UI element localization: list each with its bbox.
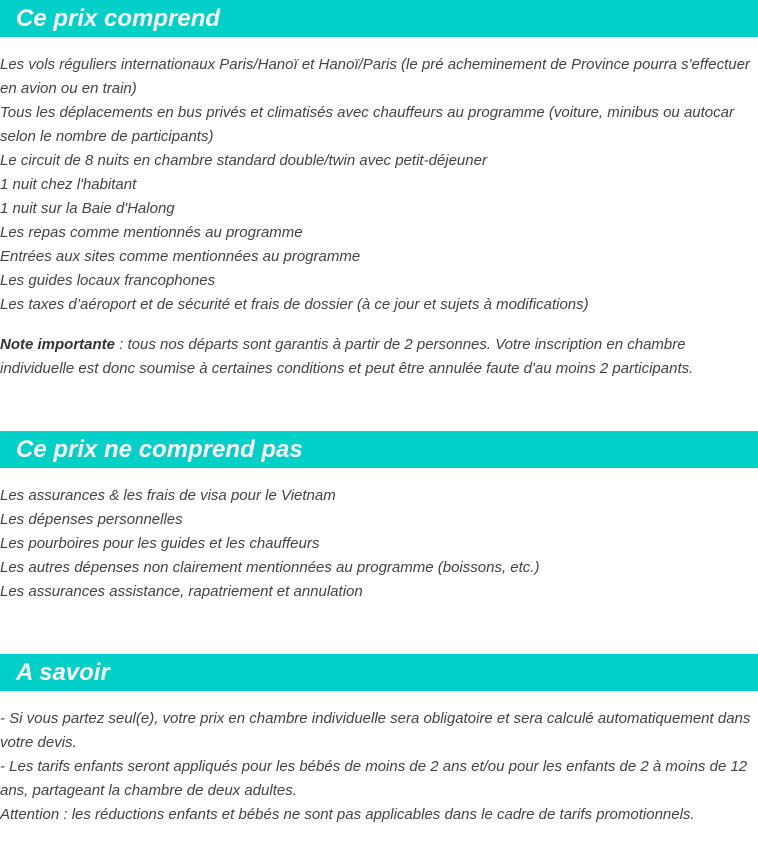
list-item: Tous les déplacements en bus privés et climatisés avec chauffeurs au programme (voiture, minibus ou autocar selon le nombre de participants) (0, 104, 734, 145)
list-item: Les assurances assistance, rapatriement et annulation (0, 583, 363, 600)
list-item: Entrées aux sites comme mentionnées au programme (0, 248, 361, 265)
list-item: Les guides locaux francophones (0, 272, 216, 289)
info-list (0, 707, 758, 827)
list-item: Les taxes d’aéroport et de sécurité et frais de dossier (à ce jour et sujets à modifications) (0, 296, 589, 313)
section-title-excludes: Ce prix ne comprend pas (0, 431, 758, 468)
list-item: 1 nuit chez l'habitant (0, 176, 137, 193)
note-text: : tous nos départs sont garantis à partir de 2 personnes. Votre inscription en chambre individuelle est donc soumise à certaines conditions et peut être annulée faute d'au moins 2 participants. (0, 336, 694, 377)
section-title-includes: Ce prix comprend (0, 0, 758, 37)
list-item: Attention : les réductions enfants et bébés ne sont pas applicables dans le cadre de tarifs promotionnels. (0, 806, 695, 823)
list-item: Les dépenses personnelles (0, 511, 183, 528)
list-item: Les repas comme mentionnés au programme (0, 224, 303, 241)
list-item: Les autres dépenses non clairement mentionnées au programme (boissons, etc.) (0, 559, 540, 576)
section-title-info: A savoir (0, 654, 758, 691)
list-item: Les vols réguliers internationaux Paris/Hanoï et Hanoï/Paris (le pré acheminement de Province pourra s'effectuer en avion ou en train) (0, 56, 750, 97)
list-item: Le circuit de 8 nuits en chambre standard double/twin avec petit-déjeuner (0, 152, 487, 169)
list-item: - Les tarifs enfants seront appliqués pour les bébés de moins de 2 ans et/ou pour les enfants de 2 à moins de 12 ans, partageant la chambre de deux adultes. (0, 758, 748, 799)
list-item: - Si vous partez seul(e), votre prix en chambre individuelle sera obligatoire et sera calculé automatiquement dans votre devis. (0, 710, 751, 751)
important-note (0, 333, 758, 381)
list-item: 1 nuit sur la Baie d'Halong (0, 200, 175, 217)
list-item: Les assurances & les frais de visa pour le Vietnam (0, 487, 336, 504)
note-label: Note importante (0, 336, 116, 353)
includes-list (0, 53, 758, 317)
list-item: Les pourboires pour les guides et les chauffeurs (0, 535, 320, 552)
excludes-list (0, 484, 758, 604)
